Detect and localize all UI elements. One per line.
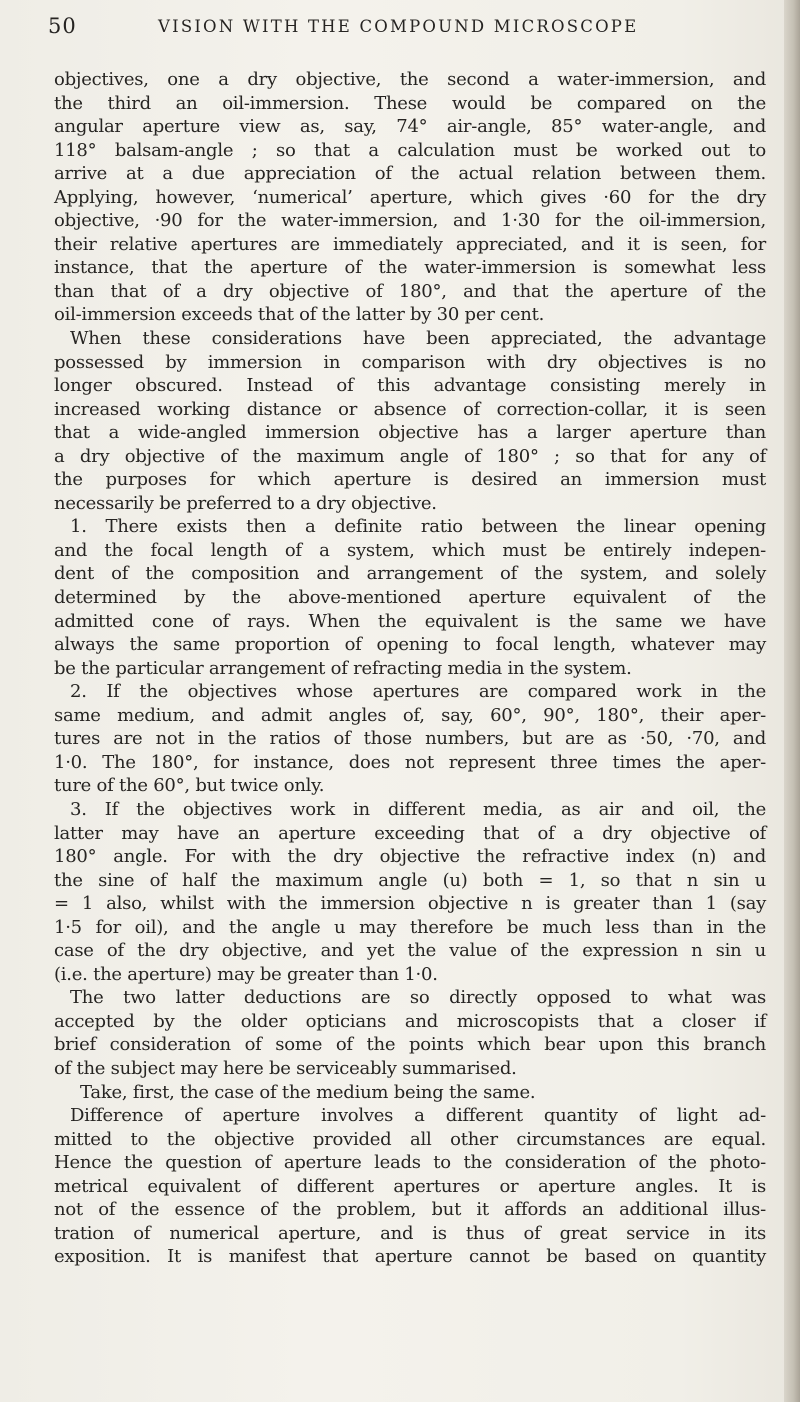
- text-line: increased working distance or absence of correction-collar, it is seen: [54, 398, 766, 420]
- text-line: 1·0. The 180°, for instance, does not represent three times the aper-: [54, 751, 766, 773]
- text-line: longer obscured. Instead of this advantage consisting merely in: [54, 375, 766, 397]
- text-line: = 1 also, whilst with the immersion objective n is greater than 1 (say: [54, 893, 766, 915]
- text-line: the sine of half the maximum angle (u) both = 1, so that n sin u: [54, 869, 766, 891]
- text-line: oil-immersion exceeds that of the latter by 30 per cent.: [54, 304, 545, 326]
- text-line: 180° angle. For with the dry objective the refractive index (n) and: [54, 846, 766, 868]
- text-line: 118° balsam-angle ; so that a calculation must be worked out to: [54, 139, 766, 161]
- text-line: (i.e. the aperture) may be greater than 1·0.: [54, 963, 438, 985]
- text-line: 1. There exists then a definite ratio between the linear opening: [70, 516, 766, 538]
- text-line: angular aperture view as, say, 74° air-angle, 85° water-angle, and: [54, 116, 766, 138]
- text-line: determined by the above-mentioned aperture equivalent of the: [54, 587, 766, 609]
- text-line: case of the dry objective, and yet the value of the expression n sin u: [54, 940, 766, 962]
- text-line: than that of a dry objective of 180°, and that the aperture of the: [54, 280, 766, 302]
- text-line: Take, first, the case of the medium being the same.: [80, 1081, 536, 1103]
- running-head: VISION WITH THE COMPOUND MICROSCOPE: [158, 17, 639, 36]
- text-line: Difference of aperture involves a different quantity of light ad-: [70, 1105, 766, 1127]
- page-number: 50: [48, 14, 77, 38]
- text-line: 1·5 for oil), and the angle u may therefore be much less than in the: [54, 916, 766, 938]
- text-line: latter may have an aperture exceeding that of a dry objective of: [54, 822, 766, 844]
- text-line: Hence the question of aperture leads to the consideration of the photo-: [54, 1152, 766, 1174]
- text-line: of the subject may here be serviceably summarised.: [54, 1057, 517, 1079]
- text-line: The two latter deductions are so directly opposed to what was: [70, 987, 766, 1009]
- text-line: possessed by immersion in comparison with dry objectives is no: [54, 351, 766, 373]
- page-header: [48, 8, 764, 44]
- text-line: instance, that the aperture of the water-immersion is somewhat less: [54, 257, 766, 279]
- text-line: brief consideration of some of the points which bear upon this branch: [54, 1034, 766, 1056]
- text-line: 2. If the objectives whose apertures are compared work in the: [70, 681, 766, 703]
- text-line: same medium, and admit angles of, say, 60°, 90°, 180°, their aper-: [54, 704, 766, 726]
- text-line: and the focal length of a system, which must be entirely indepen-: [54, 539, 766, 561]
- text-line: the third an oil-immersion. These would be compared on the: [54, 92, 766, 114]
- text-line: not of the essence of the problem, but it affords an additional illus-: [54, 1199, 766, 1221]
- text-line: tures are not in the ratios of those numbers, but are as ·50, ·70, and: [54, 728, 766, 750]
- text-line: metrical equivalent of different apertures or aperture angles. It is: [54, 1175, 766, 1197]
- text-line: accepted by the older opticians and microscopists that a closer if: [54, 1010, 766, 1032]
- text-line: a dry objective of the maximum angle of 180° ; so that for any of: [54, 445, 766, 467]
- text-line: 3. If the objectives work in different media, as air and oil, the: [70, 798, 766, 820]
- text-line: objective, ·90 for the water-immersion, and 1·30 for the oil-immersion,: [54, 210, 766, 232]
- page-edge: [784, 0, 800, 1402]
- text-line: the purposes for which aperture is desired an immersion must: [54, 469, 766, 491]
- text-line: that a wide-angled immersion objective has a larger aperture than: [54, 422, 766, 444]
- text-line: objectives, one a dry objective, the second a water-immersion, and: [54, 69, 766, 90]
- text-line: ture of the 60°, but twice only.: [54, 775, 325, 797]
- text-line: admitted cone of rays. When the equivalent is the same we have: [54, 610, 766, 632]
- text-line: dent of the composition and arrangement of the system, and solely: [54, 563, 766, 585]
- text-line: tration of numerical aperture, and is thus of great service in its: [54, 1222, 766, 1244]
- text-line: exposition. It is manifest that aperture cannot be based on quantity: [54, 1246, 766, 1268]
- body-text: [54, 68, 766, 1269]
- text-line: arrive at a due appreciation of the actual relation between them.: [54, 163, 766, 185]
- text-line: be the particular arrangement of refracting media in the system.: [54, 657, 632, 679]
- text-line: Applying, however, ‘numerical’ aperture, which gives ·60 for the dry: [54, 186, 766, 208]
- text-line: necessarily be preferred to a dry objective.: [54, 492, 437, 514]
- text-line: mitted to the objective provided all other circumstances are equal.: [54, 1128, 766, 1150]
- text-line: their relative apertures are immediately appreciated, and it is seen, for: [54, 233, 766, 255]
- text-line: always the same proportion of opening to focal length, whatever may: [54, 634, 766, 656]
- text-line: When these considerations have been appreciated, the advantage: [70, 328, 766, 350]
